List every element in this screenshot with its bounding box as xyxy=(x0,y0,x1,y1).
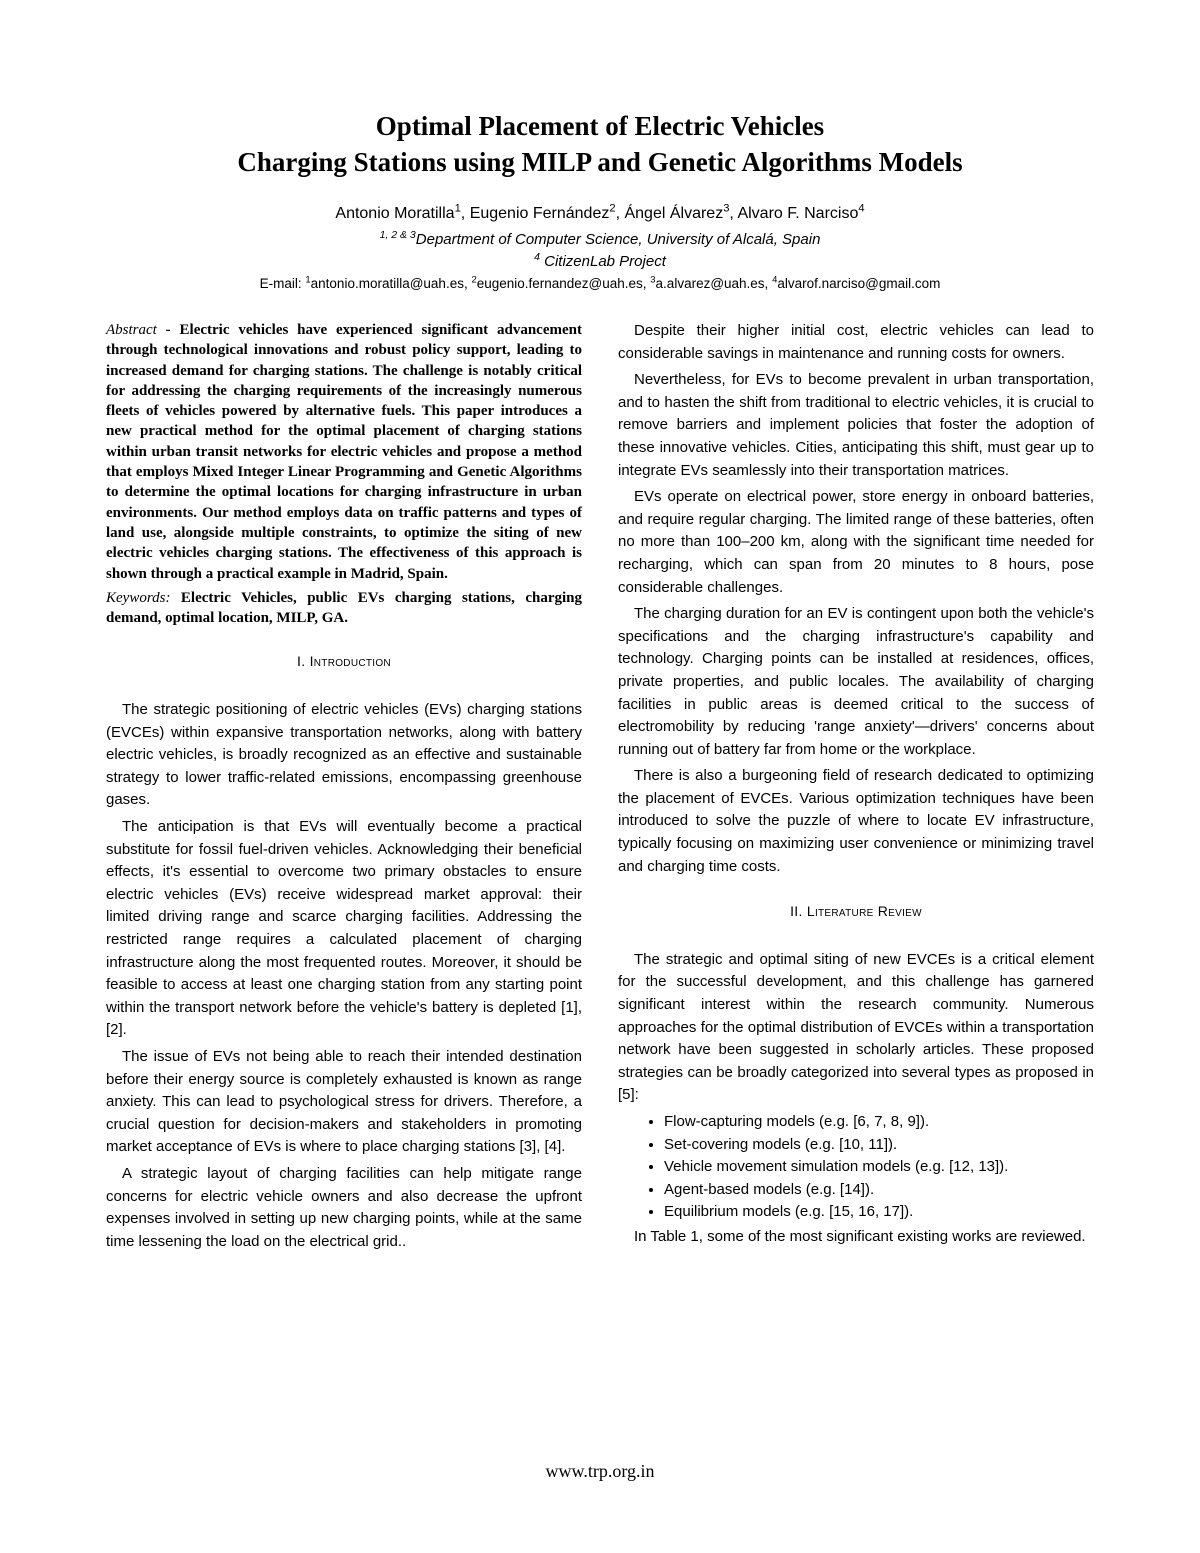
author-name: Eugenio Fernández xyxy=(469,205,610,222)
abstract xyxy=(106,320,582,584)
paragraph: The charging duration for an EV is contingent upon both the vehicle's specifications and the charging infrastructure's capability and technology. Charging points can be installed at residences, offices, private properties, and public locales. The availability of charging facilities in public areas is deemed critical to the success of electromobility by reducing 'range anxiety'—drivers' concerns about running out of battery far from home or the workplace. xyxy=(618,605,1094,758)
paragraph: Nevertheless, for EVs to become prevalent in urban transportation, and to hasten the shift from traditional to electric vehicles, it is crucial to remove barriers and implement policies that foster the adoption of these innovative vehicles. Cities, anticipating this shift, must gear up to integrate EVs seamlessly into their transportation matrices. xyxy=(618,371,1094,479)
list-item: • Set-covering models (e.g. [10, 11]). xyxy=(664,1134,1094,1157)
list-item: • Equilibrium models (e.g. [15, 16, 17]). xyxy=(664,1201,1094,1224)
left-column xyxy=(106,320,582,1257)
abstract-text: - Electric vehicles have experienced significant advancement through technological innovations and robust policy support, leading to increased demand for charging stations. The challenge is notably critical for addressing the charging requirements of the increasingly numerous fleets of vehicles powered by alternative fuels. This paper introduces a new practical method for the optimal placement of charging stations within urban transit networks for electric vehicles and propose a method that employs Mixed Integer Linear Programming and Genetic Algorithms to determine the optimal locations for charging infrastructure in urban environments. Our method employs data on traffic patterns and types of land use, alongside multiple constraints, to optimize the siting of new electric vehicles charging stations. The effectiveness of this approach is shown through a practical example in Madrid, Spain. xyxy=(106,322,582,582)
email-sup: 2 xyxy=(471,274,477,286)
email-sup: 1 xyxy=(305,274,311,286)
list-item: • Flow-capturing models (e.g. [6, 7, 8, 9]). xyxy=(664,1111,1094,1134)
author-name: Antonio Moratilla xyxy=(335,205,455,222)
list-item: • Vehicle movement simulation models (e.g. [12, 13]). xyxy=(664,1156,1094,1179)
email-address: a.alvarez@uah.es, xyxy=(655,276,773,291)
paragraph: The strategic positioning of electric vehicles (EVs) charging stations (EVCEs) within expansive transportation networks, along with battery electric vehicles, is broadly recognized as an effective and sustainable strategy to lower traffic-related emissions, encompassing greenhouse gases. xyxy=(106,701,582,809)
email-address: alvarof.narciso@gmail.com xyxy=(777,276,941,291)
author-name: Alvaro F. Narciso xyxy=(737,205,859,222)
author-separator: , xyxy=(460,205,470,222)
paragraph: The anticipation is that EVs will eventually become a practical substitute for fossil fuel-driven vehicles. Acknowledging their beneficial effects, it's essential to overcome two primary obstacles to ensure electric vehicles (EVs) receive widespread market approval: their limited driving range and scarce charging facilities. Addressing the restricted range requires a calculated placement of charging infrastructure along the most frequented routes. Moreover, it should be feasible to access at least one charging station from any starting point within the transport network before the vehicle's battery is depleted [1], [2]. xyxy=(106,818,582,1039)
email-prefix: E-mail: xyxy=(259,276,306,291)
paragraph: The strategic and optimal siting of new EVCEs is a critical element for the successful development, and this challenge has garnered significant interest within the research community. Numerous approaches for the optimal distribution of EVCEs within a transportation network have been suggested in scholarly articles. These proposed strategies can be broadly categorized into several types as proposed in [5]: xyxy=(618,950,1094,1104)
author-sup: 3 xyxy=(723,202,730,215)
keywords-text: Electric Vehicles, public EVs charging stations, charging demand, optimal location, MILP, GA. xyxy=(106,589,582,627)
paragraph: A strategic layout of charging facilities can help mitigate range concerns for electric vehicle owners and also decrease the upfront expenses involved in setting up new charging points, while at the same time lessening the load on the electrical grid.. xyxy=(106,1164,582,1250)
section-heading-introduction: I. Introduction xyxy=(297,653,391,670)
author-list xyxy=(100,203,1100,225)
email-address: antonio.moratilla@uah.es, xyxy=(310,276,472,291)
author-sup: 4 xyxy=(858,202,865,215)
keywords xyxy=(106,588,582,629)
author-separator: , xyxy=(729,205,738,222)
abstract-label: Abstract xyxy=(106,322,157,338)
email-sup: 4 xyxy=(772,274,778,286)
affiliation-text: Department of Computer Science, University of Alcalá, Spain xyxy=(415,231,821,248)
paragraph: EVs operate on electrical power, store energy in onboard batteries, and require regular charging. The limited range of these batteries, often no more than 100–200 km, along with the significant time needed for recharging, which can span from 20 minutes to 8 hours, pose considerable challenges. xyxy=(618,488,1094,596)
affiliation-2 xyxy=(100,252,1100,272)
author-name: Ángel Álvarez xyxy=(624,205,724,222)
author-sup: 1 xyxy=(454,202,461,215)
email-address: eugenio.fernandez@uah.es, xyxy=(476,276,651,291)
keywords-label: Keywords: xyxy=(106,589,171,606)
affiliation-sup: 4 xyxy=(534,251,540,263)
footer-url: www.trp.org.in xyxy=(545,1461,655,1481)
affiliation-text: CitizenLab Project xyxy=(539,253,666,270)
paper-title-line-1: Optimal Placement of Electric Vehicles xyxy=(375,111,825,141)
right-column xyxy=(618,320,1094,1253)
model-type-list xyxy=(618,1111,1094,1224)
paragraph: The issue of EVs not being able to reach their intended destination before their energy source is completely exhausted is known as range anxiety. This can lead to psychological stress for drivers. Therefore, a crucial question for decision-makers and stakeholders in promoting market acceptance of EVs is where to place charging stations [3], [4]. xyxy=(106,1047,582,1156)
list-item: • Agent-based models (e.g. [14]). xyxy=(664,1179,1094,1202)
section-heading-literature-review: II. Literature Review xyxy=(790,903,922,920)
paragraph: There is also a burgeoning field of research dedicated to optimizing the placement of EVCEs. Various optimization techniques have been introduced to solve the puzzle of where to locate EV infrastructure, typically focusing on maximizing user convenience or minimizing travel and charging time costs. xyxy=(618,767,1094,875)
paper-title-line-2: Charging Stations using MILP and Genetic Algorithms Models xyxy=(237,147,963,177)
affiliation-sup: 1, 2 & 3 xyxy=(379,229,416,241)
affiliation-1 xyxy=(100,230,1100,250)
author-sup: 2 xyxy=(609,202,616,215)
paragraph: In Table 1, some of the most significant existing works are reviewed. xyxy=(634,1227,1086,1245)
author-separator: , xyxy=(615,205,625,222)
email-line xyxy=(60,274,1140,294)
email-sup: 3 xyxy=(650,274,656,286)
paragraph: Despite their higher initial cost, electric vehicles can lead to considerable savings in maintenance and running costs for owners. xyxy=(618,322,1094,362)
